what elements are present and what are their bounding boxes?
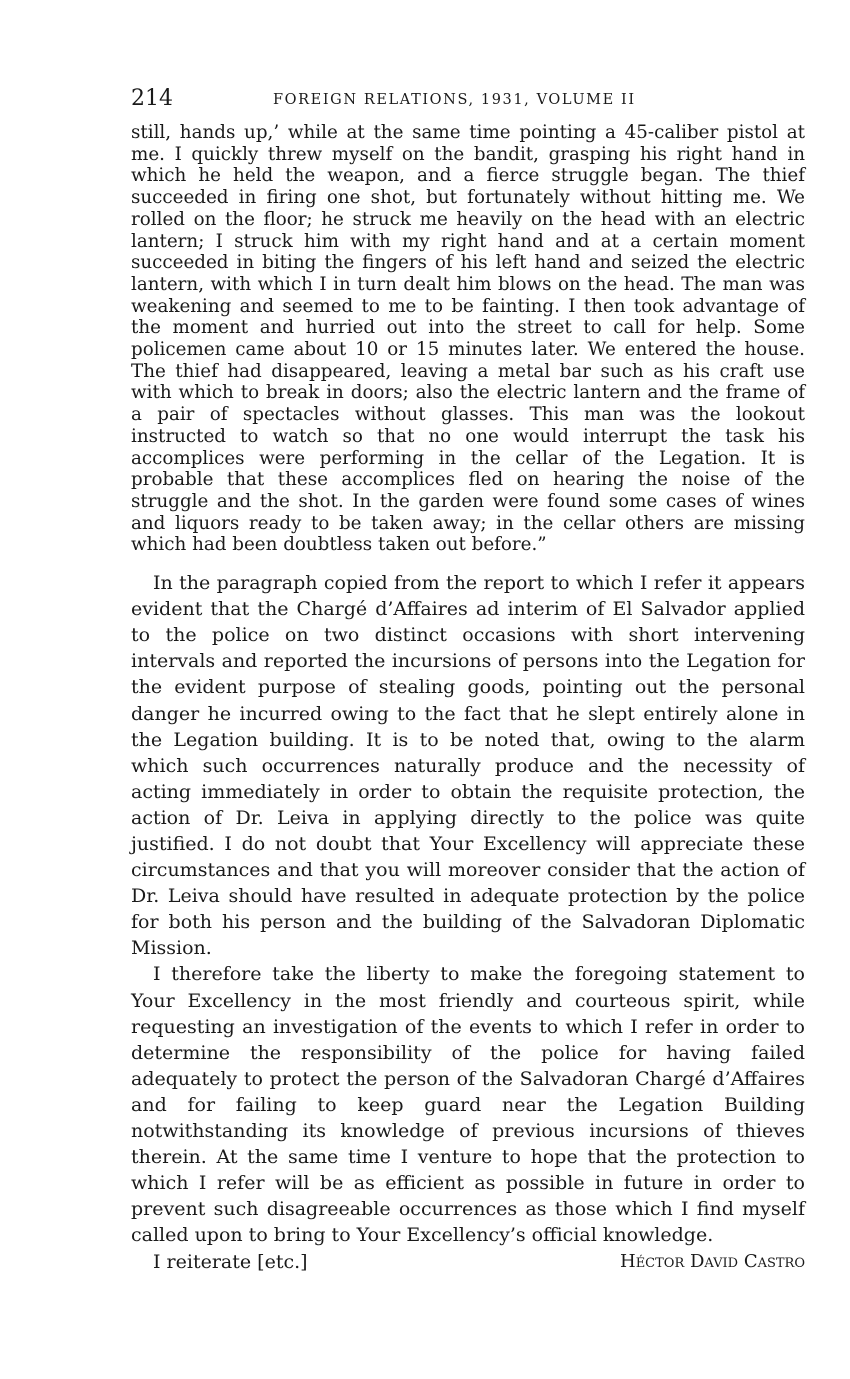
closing-formula: I reiterate [etc.] (153, 1250, 308, 1273)
document-page (131, 86, 805, 1275)
quoted-report-text: still, hands up,’ while at the same time pointing a 45-caliber pistol at me. I quickly threw myself on the bandit, grasping his right hand in which he held the weapon, and a fierce struggle began. The thief succeeded in firing one shot, but fortunately without hitting me. We rolled on the floor; he struck me heavily on the head with an electric lantern; I struck him with my right hand and at a certain moment succeeded in biting the fingers of his left hand and seized the electric lantern, with which I in turn dealt him blows on the head. The man was weakening and seemed to me to be fainting. I then took advantage of the moment and hurried out into the street to call for help. Some policemen came about 10 or 15 minutes later. We entered the house. The thief had disappeared, leaving a metal bar such as his craft use with which to break in doors; also the electric lantern and the frame of a pair of spectacles without glasses. This man was the lookout instructed to watch so that no one would interrupt the task his accomplices were performing in the cellar of the Legation. It is probable that these accomplices fled on hearing the noise of the struggle and the shot. In the garden were found some cases of wines and liquors ready to be taken away; in the cellar others are missing which had been doubtless taken out before.” (131, 122, 805, 556)
running-title: FOREIGN RELATIONS, 1931, VOLUME II (273, 92, 636, 108)
paragraph-analysis: In the paragraph copied from the report to which I refer it appears evident that the Chargé d’Affaires ad interim of El Salvador applied to the police on two distinct occasions with short intervening intervals and reported the incursions of persons into the Legation for the evident purpose of stealing goods, pointing out the personal danger he incurred owing to the fact that he slept entirely alone in the Legation building. It is to be noted that, owing to the alarm which such occurrences naturally produce and the necessity of acting immediately in order to obtain the requisite protection, the action of Dr. Leiva in applying directly to the police was quite justified. I do not doubt that Your Excellency will appreciate these circumstances and that you will moreover consider that the action of Dr. Leiva should have resulted in adequate protection by the police for both his person and the building of the Salvadoran Diplomatic Mission. (131, 572, 805, 960)
page-number: 214 (131, 86, 173, 111)
signature: Héctor David Castro (620, 1250, 805, 1272)
running-header (131, 86, 805, 112)
closing-line (131, 1249, 805, 1275)
paragraph-request: I therefore take the liberty to make the foregoing statement to Your Excellency in the most friendly and courteous spirit, while requesting an investigation of the events to which I refer in order to determine the responsibility of the police for having failed adequately to protect the person of the Salvadoran Chargé d’Affaires and for failing to keep guard near the Legation Building notwithstanding its knowledge of previous incursions of thieves therein. At the same time I venture to hope that the protection to which I refer will be as efficient as possible in future in order to prevent such disagreeable occurrences as those which I find myself called upon to bring to Your Excellency’s official knowledge. (131, 963, 805, 1247)
